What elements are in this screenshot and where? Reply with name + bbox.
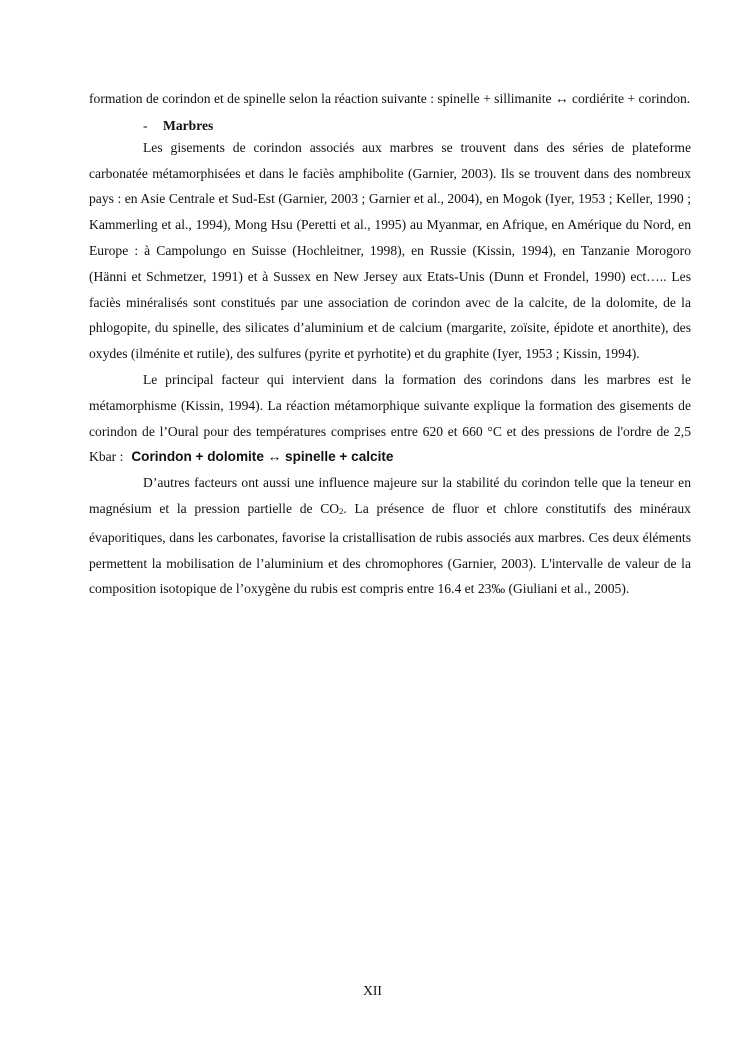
page-number: XII	[363, 983, 382, 998]
paragraph-metamorphism	[89, 367, 691, 470]
reaction-formula: Corindon + dolomite ↔ spinelle + calcite	[131, 449, 394, 465]
paragraph-other-factors-text-b: . La présence de fluor et chlore constitutifs des minéraux évaporitiques, dans les carbonates, favorise la cristallisation de rubis associés aux marbres. Ces deux éléments permettent la mobilisation de l’aluminium et des chromophores (Garnier, 2003). L'intervalle de valeur de la composition isotopique de l’oxygène du rubis est compris entre 16.4 et 23‰ (Giuliani et al., 2005).	[89, 500, 691, 597]
paragraph-metamorphism-text: Le principal facteur qui intervient dans la formation des corindons dans les marbres est le métamorphisme (Kissin, 1994). La réaction métamorphique suivante explique la formation des gisements de corindon de l’Oural pour des températures comprises entre 620 et 660 °C et des pressions de l'ordre de 2,5 Kbar :	[89, 371, 691, 465]
section-heading	[89, 117, 691, 135]
paragraph-intro: formation de corindon et de spinelle selon la réaction suivante : spinelle + sillimanite ↔ cordiérite + corindon.	[89, 91, 691, 106]
bullet-dash: -	[143, 117, 148, 133]
document-body	[89, 86, 691, 602]
paragraph-marbres-deposits: Les gisements de corindon associés aux marbres se trouvent dans des séries de plateforme carbonatée métamorphisées et dans le faciès amphibolite (Garnier, 2003). Ils se trouvent dans des nombreux pays : en Asie Centrale et Sud-Est (Garnier, 2003 ; Garnier et al., 2004), en Mogok (Iyer, 1953 ; Keller, 1990 ; Kammerling et al., 1994), Mong Hsu (Peretti et al., 1995) au Myanmar, en Afrique, en Amérique du Nord, en Europe : à Campolungo en Suisse (Hochleitner, 1998), en Russie (Kissin, 1994), en Tanzanie Morogoro (Hänni et Schmetzer, 1991) et à Sussex en New Jersey aux Etats-Unis (Dunn et Frondel, 1990) ect….. Les faciès minéralisés sont constitués par une association de corindon avec de la calcite, de la dolomite, de la phlogopite, du spinelle, des silicates d’aluminium et de calcium (margarite, zoïsite, épidote et anorthite), des oxydes (ilménite et rutile), des sulfures (pyrite et pyrhotite) et du graphite (Iyer, 1953 ; Kissin, 1994).	[89, 139, 691, 362]
section-title: Marbres	[163, 117, 214, 133]
co2-subscript: 2	[339, 505, 344, 516]
paragraph-other-factors-text-a: D’autres facteurs ont aussi une influence majeure sur la stabilité du corindon telle que la teneur en magnésium et la pression partielle de CO	[89, 475, 691, 516]
paragraph-other-factors	[89, 470, 691, 602]
